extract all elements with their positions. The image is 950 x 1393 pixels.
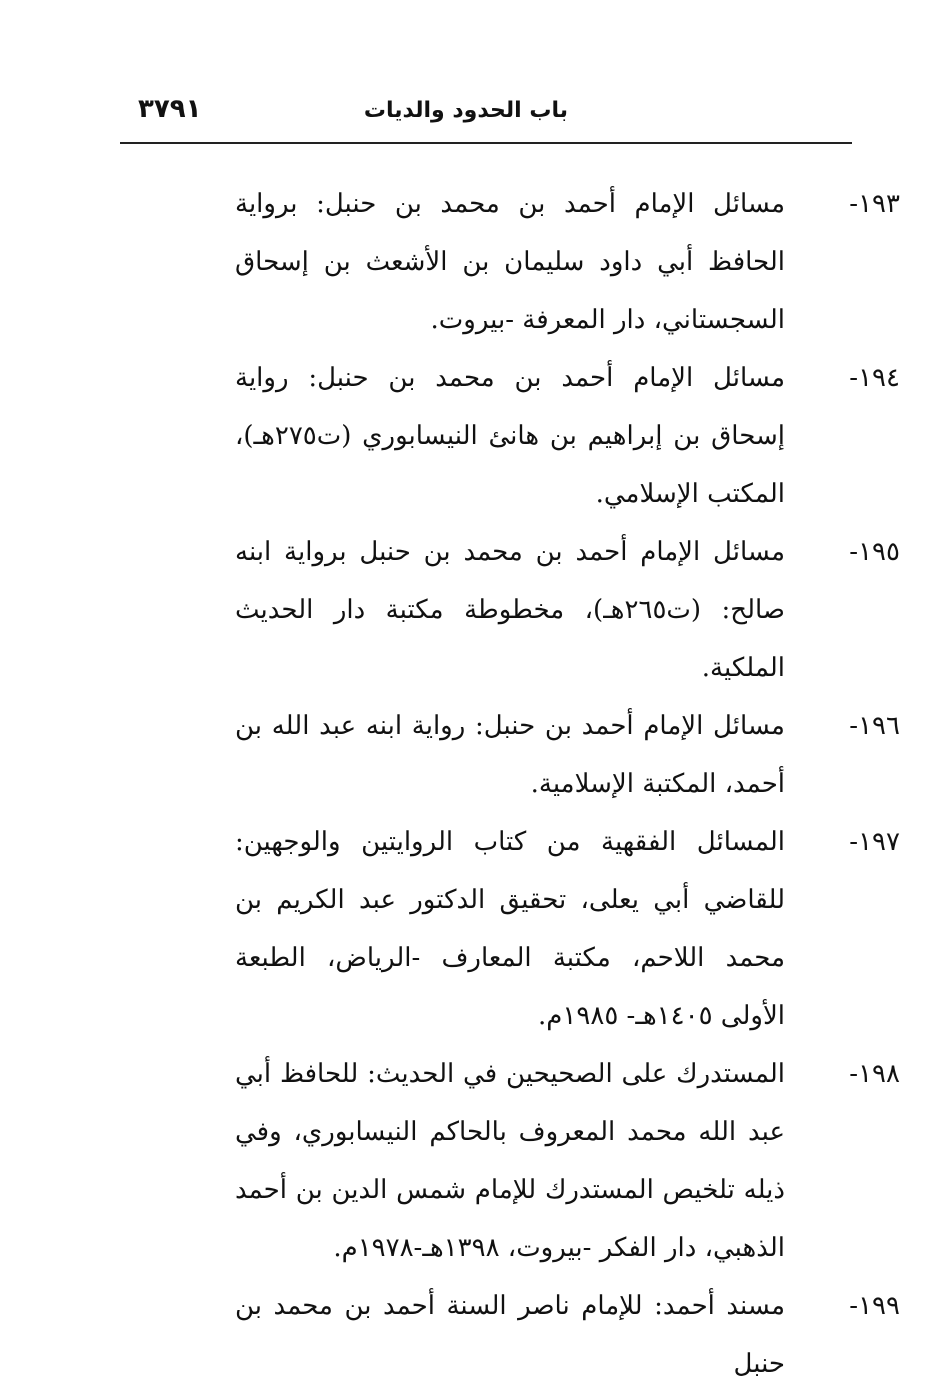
reference-number: ١٩٧-: [849, 827, 900, 857]
reference-text: المسائل الفقهية من كتاب الروايتين والوجهين: للقاضي أبي يعلى، تحقيق الدكتور عبد الكريم بن محمد اللاحم، مكتبة المعارف -الرياض، الطبعة الأولى ١٤٠٥هـ- ١٩٨٥م.: [235, 827, 785, 1031]
chapter-title: باب الحدود والديات: [363, 98, 568, 123]
reference-text: مسند أحمد: للإمام ناصر السنة أحمد بن محمد بن حنبل: [235, 1291, 785, 1379]
reference-number: ١٩٦-: [849, 711, 900, 741]
reference-item-198: [235, 1045, 900, 1277]
reference-item-193: [235, 175, 900, 349]
page-number: ٣٧٩١: [138, 94, 202, 124]
reference-text: مسائل الإمام أحمد بن حنبل: رواية ابنه عبد الله بن أحمد، المكتبة الإسلامية.: [235, 711, 785, 799]
reference-number: ١٩٥-: [849, 537, 900, 567]
reference-item-194: [235, 349, 900, 523]
reference-text: مسائل الإمام أحمد بن محمد بن حنبل برواية ابنه صالح: (ت٢٦٥هـ)، مخطوطة مكتبة دار الحديث الملكية.: [235, 537, 785, 683]
reference-number: ١٩٩-: [849, 1291, 900, 1321]
reference-number: ١٩٨-: [849, 1059, 900, 1089]
reference-item-195: [235, 523, 900, 697]
reference-number: ١٩٣-: [849, 189, 900, 219]
header-divider: [120, 142, 852, 144]
reference-item-197: [235, 813, 900, 1045]
page-header: [120, 92, 850, 142]
reference-number: ١٩٤-: [849, 363, 900, 393]
reference-item-199: [235, 1277, 900, 1393]
reference-text: مسائل الإمام أحمد بن محمد بن حنبل: برواية الحافظ أبي داود سليمان بن الأشعث بن إسحاق السجستاني، دار المعرفة -بيروت.: [235, 189, 785, 335]
reference-text: مسائل الإمام أحمد بن محمد بن حنبل: رواية إسحاق بن إبراهيم بن هانئ النيسابوري (ت٢٧٥هـ)، المكتب الإسلامي.: [235, 363, 785, 509]
references-list: [235, 175, 900, 1393]
reference-text: المستدرك على الصحيحين في الحديث: للحافظ أبي عبد الله محمد المعروف بالحاكم النيسابوري، وفي ذيله تلخيص المستدرك للإمام شمس الدين بن أحمد الذهبي، دار الفكر -بيروت، ١٣٩٨هـ-١٩٧٨م.: [235, 1059, 785, 1263]
reference-item-196: [235, 697, 900, 813]
